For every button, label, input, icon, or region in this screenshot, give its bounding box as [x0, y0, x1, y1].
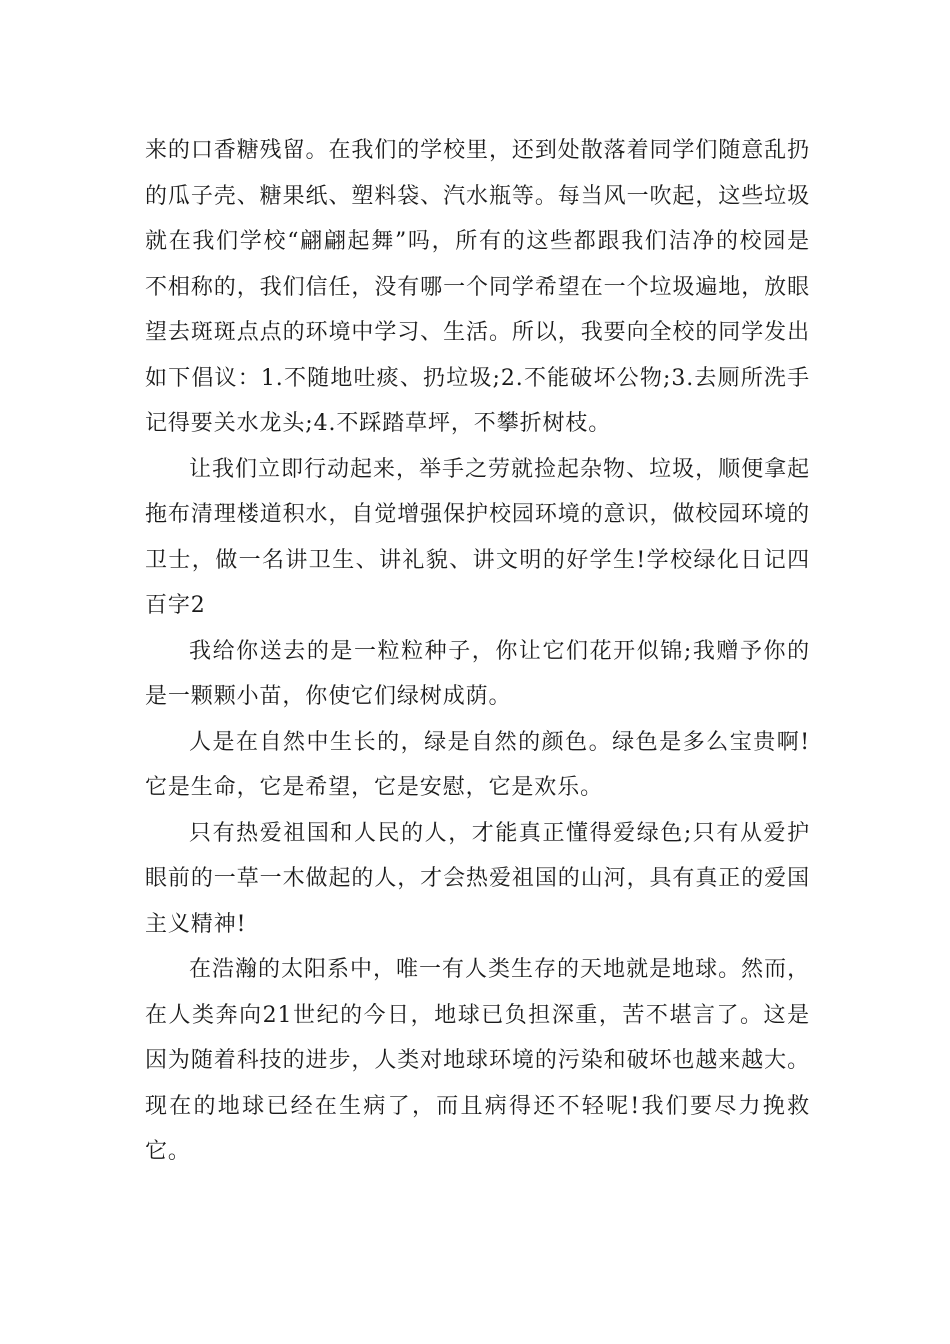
- paragraph-6: 在浩瀚的太阳系中，唯一有人类生存的天地就是地球。然而，在人类奔向21世纪的今日，地球已负担深重，苦不堪言了。这是因为随着科技的进步，人类对地球环境的污染和破坏也越来越大。现在的地球已经在生病了，而且病得还不轻呢!我们要尽力挽救它。: [145, 957, 810, 1164]
- paragraph-1: 来的口香糖残留。在我们的学校里，还到处散落着同学们随意乱扔的瓜子壳、糖果纸、塑料袋、汽水瓶等。每当风一吹起，这些垃圾就在我们学校“翩翩起舞”吗，所有的这些都跟我们洁净的校园是不相称的，我们信任，没有哪一个同学希望在一个垃圾遍地，放眼望去斑斑点点的环境中学习、生活。所以，我要向全校的同学发出如下倡议：1.不随地吐痰、扔垃圾;2.不能破坏公物;3.去厕所洗手记得要关水龙头;4.不踩踏草坪，不攀折树枝。: [145, 138, 810, 436]
- paragraph-2: 让我们立即行动起来，举手之劳就捡起杂物、垃圾，顺便拿起拖布清理楼道积水，自觉增强保护校园环境的意识，做校园环境的卫士，做一名讲卫生、讲礼貌、讲文明的好学生!学校绿化日记四百字2: [145, 456, 810, 618]
- paragraph-4: 人是在自然中生长的，绿是自然的颜色。绿色是多么宝贵啊!它是生命，它是希望，它是安慰，它是欢乐。: [145, 729, 810, 800]
- paragraph-5: 只有热爱祖国和人民的人，才能真正懂得爱绿色;只有从爱护眼前的一草一木做起的人，才会热爱祖国的山河，具有真正的爱国主义精神!: [145, 820, 810, 937]
- paragraph-3: 我给你送去的是一粒粒种子，你让它们花开似锦;我赠予你的是一颗颗小苗，你使它们绿树成荫。: [145, 638, 810, 709]
- document-body: [145, 128, 810, 1175]
